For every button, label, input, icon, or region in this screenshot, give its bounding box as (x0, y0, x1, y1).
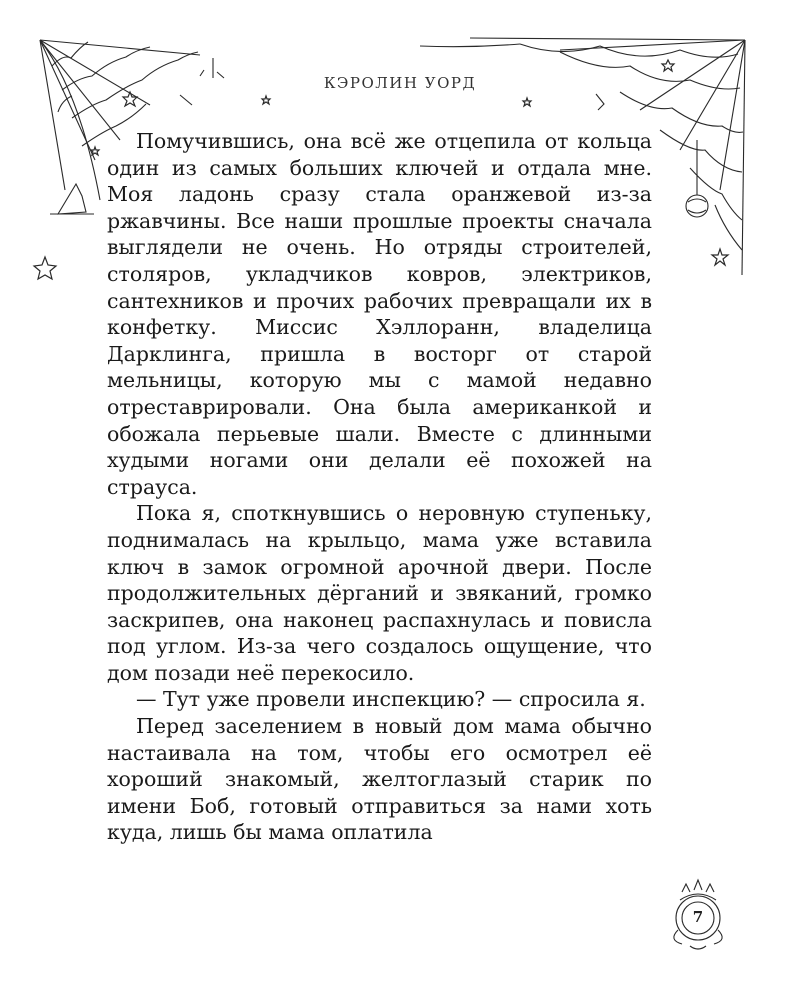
star-icon (123, 92, 137, 106)
star-icon (662, 60, 674, 71)
running-header: КЭРОЛИН УОРД (323, 74, 477, 92)
paragraph: Перед заселением в новый дом мама обычно настаивала на том, чтобы его осмотрел её хороший знакомый, желтоглазый старик по имени Боб, готовый отправиться за нами хоть куда, лишь бы мама оплатила (107, 714, 652, 845)
page-number: 7 (692, 908, 704, 926)
paragraph: — Тут уже провели инспекцию? — спросила я. (136, 687, 646, 712)
spider-icon (686, 140, 708, 217)
star-icon (262, 96, 270, 104)
star-icon (34, 257, 56, 279)
paragraph: Помучившись, она всё же отцепила от кольца один из самых больших ключей и отдала мне. Моя ладонь сразу стала оранжевой из-за ржавчины. Все наши прошлые проекты сначала выглядели не очень. Но отряды строителей, столяров, укладчиков ковров, электриков, сантехников и прочих рабочих превращали их в конфетку. Миссис Хэллоранн, владелица Дарклинга, пришла в восторг от старой мельницы, которую мы с мамой недавно отреставрировали. Она была американкой и обожала перьевые шали. Вместе с длинными худыми ногами они делали её похожей на страуса. (107, 129, 652, 499)
star-icon (712, 249, 728, 265)
witch-hat-icon (50, 184, 94, 214)
page-body-text (107, 128, 652, 846)
star-icon (91, 147, 99, 155)
star-icon (523, 98, 531, 106)
paragraph: Пока я, споткнувшись о неровную ступеньку, поднималась на крыльцо, мама уже вставила ключ в замок огромной арочной двери. После продолжительных дёрганий и звяканий, громко заскрипев, она наконец распахнулась и повисла под углом. Из-за чего создалось ощущение, что дом позади неё перекосило. (107, 501, 652, 685)
